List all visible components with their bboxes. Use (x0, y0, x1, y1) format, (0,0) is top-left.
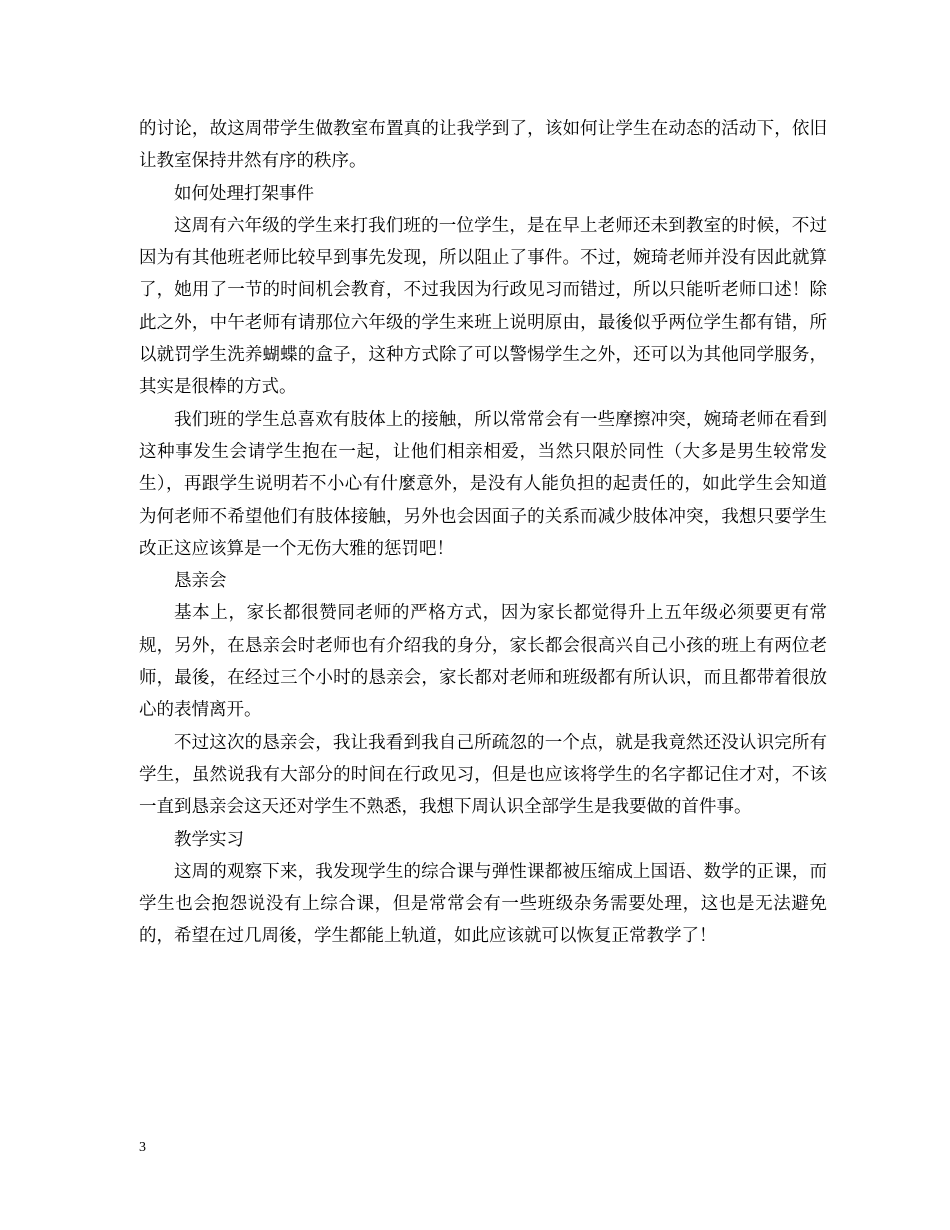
paragraph-continued: 的讨论，故这周带学生做教室布置真的让我学到了，该如何让学生在动态的活动下，依旧让教室保持井然有序的秩序。 (139, 119, 827, 172)
section-heading-fight: 如何处理打架事件 (174, 183, 314, 204)
paragraph: 这周有六年级的学生来打我们班的一位学生，是在早上老师还未到教室的时候，不过因为有其他班老师比较早到事先发现，所以阻止了事件。不过，婉琦老师并没有因此就算了，她用了一节的时间机会教育，不过我因为行政见习而错过，所以只能听老师口述！除此之外，中午老师有请那位六年级的学生来班上说明原由，最後似乎两位学生都有错，所以就罚学生洗养蝴蝶的盒子，这种方式除了可以警惕学生之外，还可以为其他同学服务，其实是很棒的方式。 (139, 215, 827, 398)
paragraph: 这周的观察下来，我发现学生的综合课与弹性课都被压缩成上国语、数学的正课，而学生也会抱怨说没有上综合课，但是常常会有一些班级杂务需要处理，这也是无法避免的，希望在过几周後，学生都能上轨道，如此应该就可以恢复正常教学了！ (139, 861, 827, 947)
paragraph: 不过这次的恳亲会，我让我看到我自己所疏忽的一个点，就是我竟然还没认识完所有学生，虽然说我有大部分的时间在行政见习，但是也应该将学生的名字都记住才对，不该一直到恳亲会这天还对学生不熟悉，我想下周认识全部学生是我要做的首件事。 (139, 732, 827, 818)
paragraph: 基本上，家长都很赞同老师的严格方式，因为家长都觉得升上五年级必须要更有常规，另外，在恳亲会时老师也有介绍我的身分，家长都会很高兴自己小孩的班上有两位老师，最後，在经过三个小时的恳亲会，家长都对老师和班级都有所认识，而且都带着很放心的表情离开。 (139, 603, 827, 721)
paragraph: 我们班的学生总喜欢有肢体上的接触，所以常常会有一些摩擦冲突，婉琦老师在看到这种事发生会请学生抱在一起，让他们相亲相爱，当然只限於同性（大多是男生较常发生），再跟学生说明若不小心有什麼意外，是没有人能负担的起责任的，如此学生会知道为何老师不希望他们有肢体接触，另外也会因面子的关系而减少肢体冲突，我想只要学生改正这应该算是一个无伤大雅的惩罚吧！ (139, 409, 827, 559)
document-body (139, 113, 827, 953)
section-heading-teaching-practice: 教学实习 (174, 829, 244, 850)
section-heading-parent-meeting: 恳亲会 (174, 571, 227, 592)
page-number: 3 (139, 1140, 146, 1155)
